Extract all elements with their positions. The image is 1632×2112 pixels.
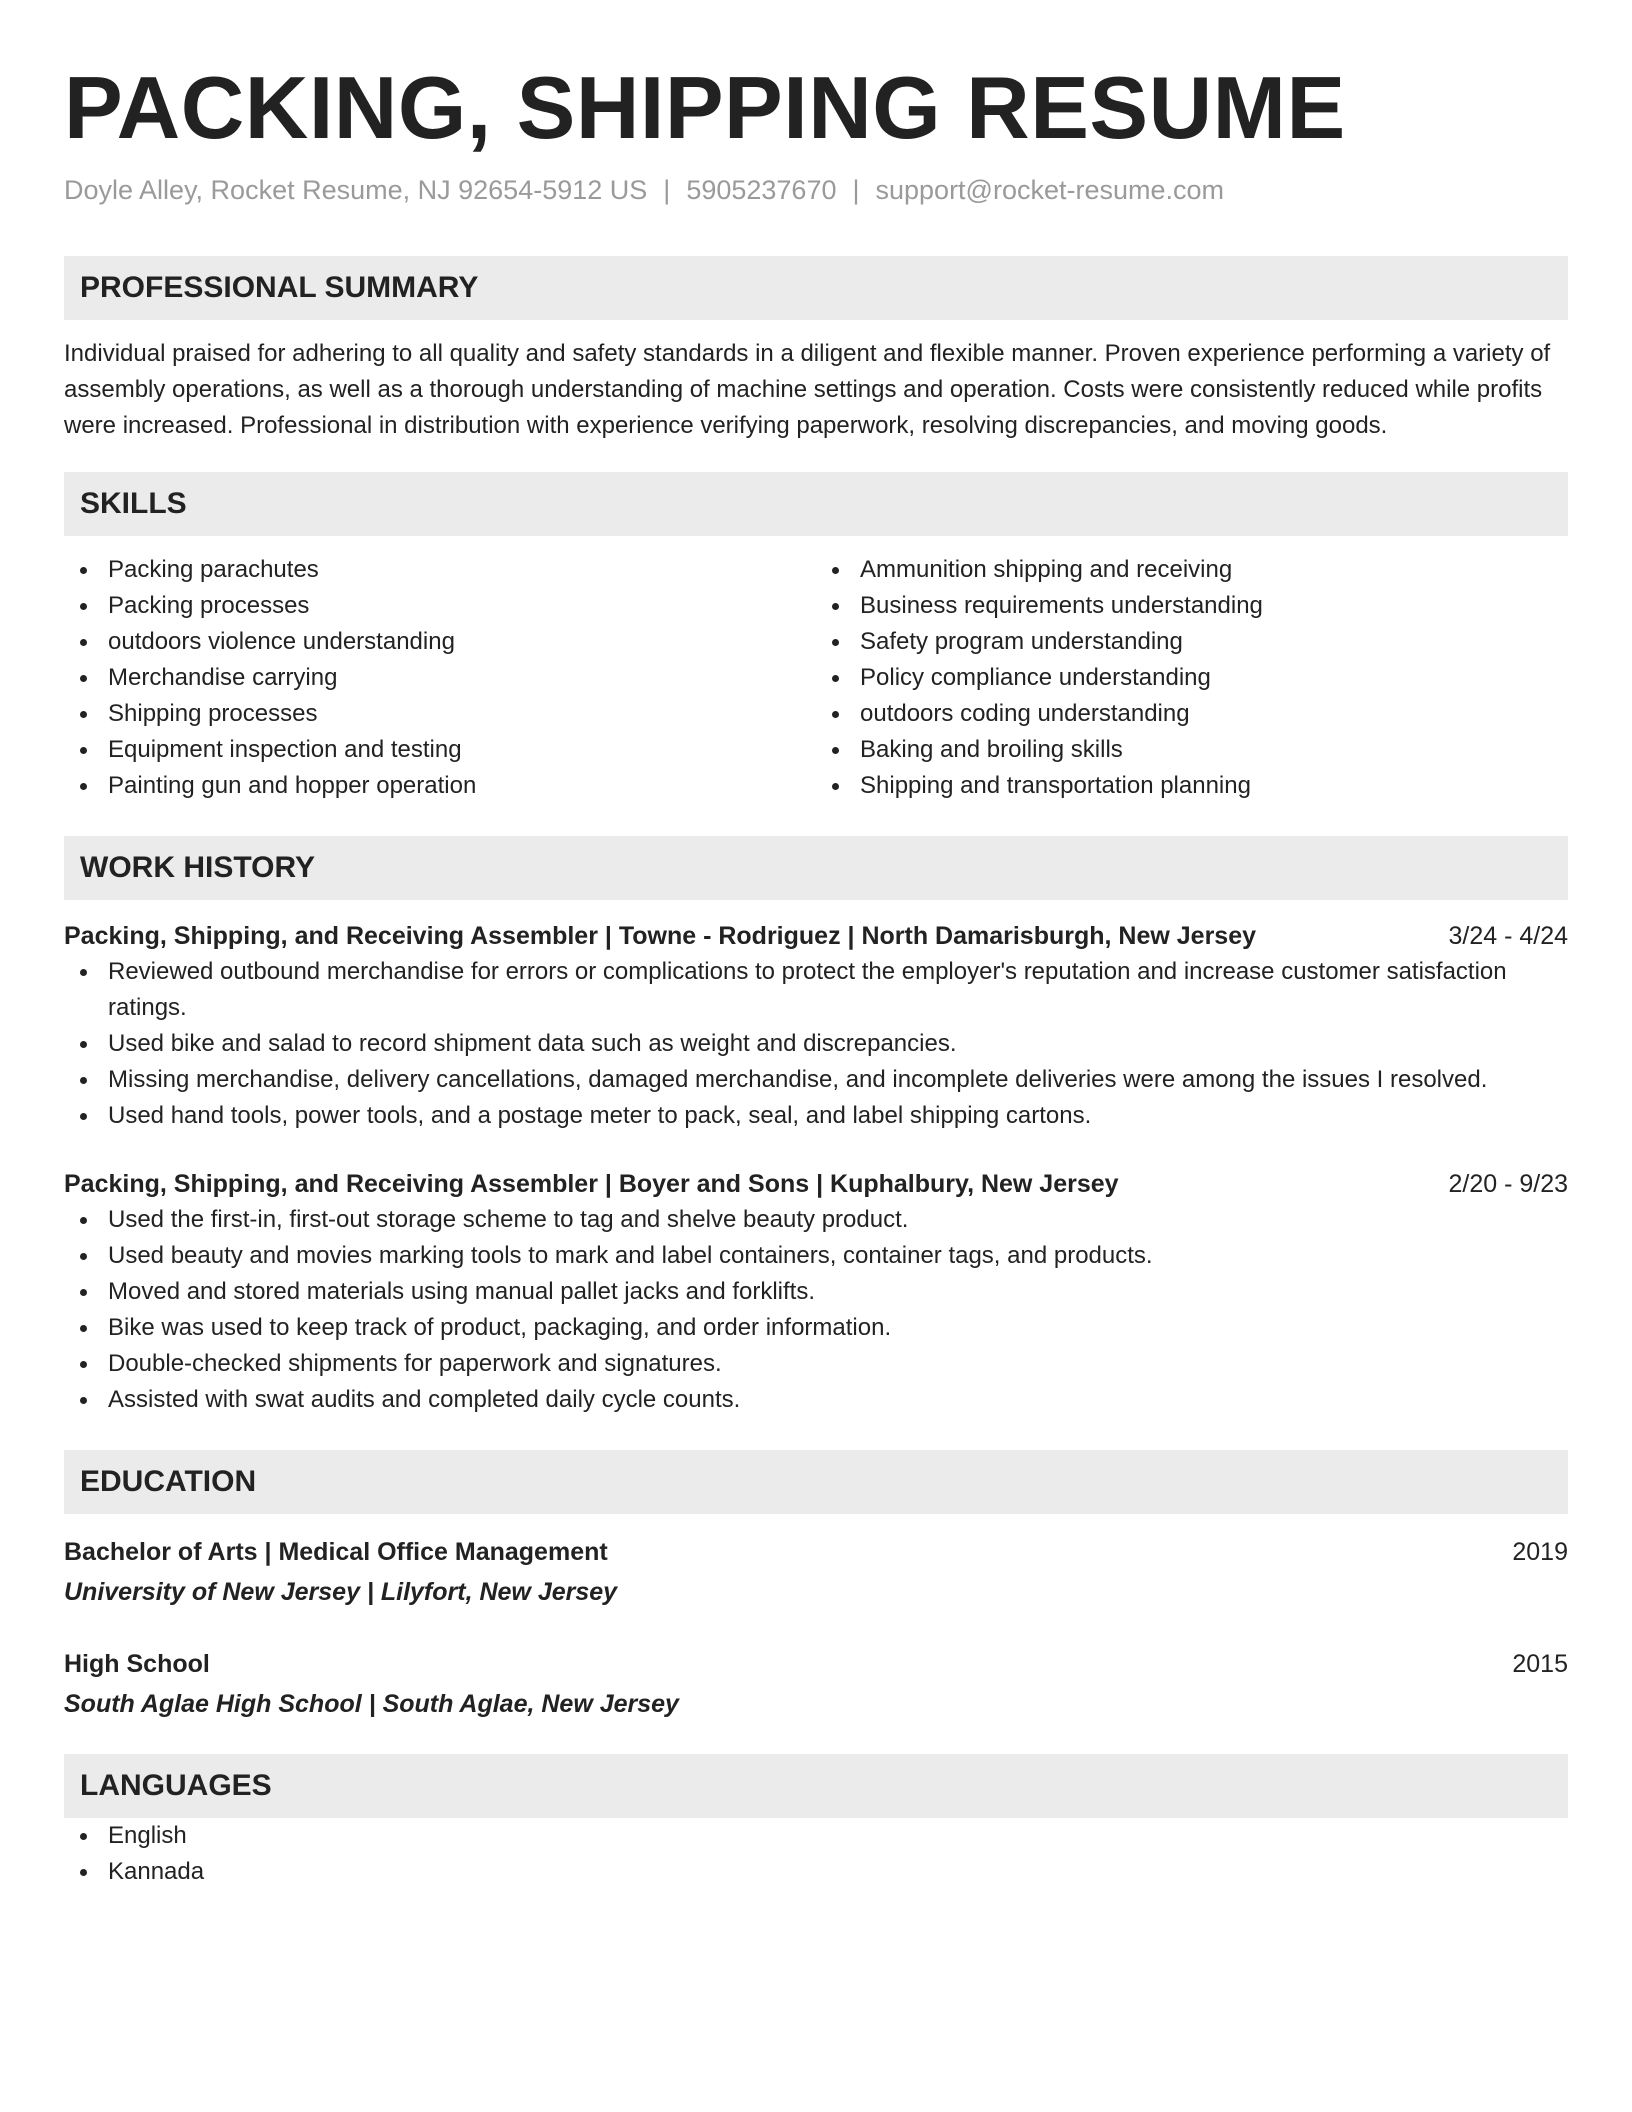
education-year: 2019 — [1512, 1538, 1568, 1566]
job-bullet: Moved and stored materials using manual pallet jacks and forklifts. — [64, 1274, 1568, 1310]
skill-item: Merchandise carrying — [64, 660, 816, 696]
section-heading-work-history: WORK HISTORY — [64, 836, 1568, 900]
job-dates: 3/24 - 4/24 — [1448, 922, 1568, 950]
language-item: English — [64, 1818, 1568, 1854]
skill-item: Equipment inspection and testing — [64, 732, 816, 768]
contact-separator: | — [852, 175, 860, 205]
job-header — [64, 1166, 1568, 1202]
skill-item: Shipping processes — [64, 696, 816, 732]
job-bullet: Used beauty and movies marking tools to mark and label containers, container tags, and products. — [64, 1238, 1568, 1274]
section-heading-languages: LANGUAGES — [64, 1754, 1568, 1818]
resume-title: PACKING, SHIPPING RESUME — [64, 58, 1346, 157]
section-heading-education: EDUCATION — [64, 1450, 1568, 1514]
contact-address: Doyle Alley, Rocket Resume, NJ 92654-5912 US — [64, 175, 648, 205]
skill-item: Safety program understanding — [816, 624, 1568, 660]
job-bullets — [64, 954, 1568, 1134]
summary-text: Individual praised for adhering to all quality and safety standards in a diligent and flexible manner. Proven experience performing a variety of assembly operations, as well as a thorough understanding of machine settings and operation. Costs were consistently reduced while profits were increased. Professional in distribution with experience verifying paperwork, resolving discrepancies, and moving goods. — [64, 340, 1551, 439]
skill-item: Policy compliance understanding — [816, 660, 1568, 696]
contact-phone: 5905237670 — [686, 175, 837, 205]
education-header — [64, 1534, 1568, 1570]
skill-item: Packing processes — [64, 588, 816, 624]
education-school: University of New Jersey | Lilyfort, New Jersey — [64, 1578, 618, 1606]
section-heading-skills: SKILLS — [64, 472, 1568, 536]
job-entry — [64, 918, 1568, 1134]
job-bullet: Bike was used to keep track of product, packaging, and order information. — [64, 1310, 1568, 1346]
job-bullet: Used hand tools, power tools, and a postage meter to pack, seal, and label shipping cartons. — [64, 1098, 1568, 1134]
education-school: South Aglae High School | South Aglae, New Jersey — [64, 1690, 679, 1718]
skill-item: Shipping and transportation planning — [816, 768, 1568, 804]
education-degree: Bachelor of Arts | Medical Office Management — [64, 1538, 608, 1566]
job-bullet: Double-checked shipments for paperwork and signatures. — [64, 1346, 1568, 1382]
education-entry — [64, 1534, 1568, 1610]
language-item: Kannada — [64, 1854, 1568, 1890]
job-title: Packing, Shipping, and Receiving Assembler | Boyer and Sons | Kuphalbury, New Jersey — [64, 1170, 1119, 1198]
job-header — [64, 918, 1568, 954]
job-title: Packing, Shipping, and Receiving Assembler | Towne - Rodriguez | North Damarisburgh, New Jersey — [64, 922, 1257, 950]
job-bullet: Used the first-in, first-out storage scheme to tag and shelve beauty product. — [64, 1202, 1568, 1238]
skill-item: Ammunition shipping and receiving — [816, 552, 1568, 588]
job-bullet: Used bike and salad to record shipment data such as weight and discrepancies. — [64, 1026, 1568, 1062]
skill-item: outdoors violence understanding — [64, 624, 816, 660]
contact-email: support@rocket-resume.com — [875, 175, 1225, 205]
skill-item: Business requirements understanding — [816, 588, 1568, 624]
job-bullet: Reviewed outbound merchandise for errors or complications to protect the employer's reputation and increase customer satisfaction ratings. — [64, 954, 1568, 1026]
education-year: 2015 — [1512, 1650, 1568, 1678]
contact-line — [64, 172, 1568, 208]
job-dates: 2/20 - 9/23 — [1448, 1170, 1568, 1198]
skill-item: outdoors coding understanding — [816, 696, 1568, 732]
education-degree: High School — [64, 1650, 210, 1678]
skill-item: Packing parachutes — [64, 552, 816, 588]
skill-item: Baking and broiling skills — [816, 732, 1568, 768]
skill-item: Painting gun and hopper operation — [64, 768, 816, 804]
job-entry — [64, 1166, 1568, 1418]
skills-list-left — [64, 552, 816, 804]
section-heading-summary: PROFESSIONAL SUMMARY — [64, 256, 1568, 320]
job-bullet: Assisted with swat audits and completed daily cycle counts. — [64, 1382, 1568, 1418]
job-bullet: Missing merchandise, delivery cancellations, damaged merchandise, and incomplete deliveries were among the issues I resolved. — [64, 1062, 1568, 1098]
skills-columns — [64, 552, 1568, 804]
education-header — [64, 1646, 1568, 1682]
job-bullets — [64, 1202, 1568, 1418]
languages-list — [64, 1818, 1568, 1890]
contact-separator: | — [663, 175, 671, 205]
skills-list-right — [816, 552, 1568, 804]
education-entry — [64, 1646, 1568, 1722]
